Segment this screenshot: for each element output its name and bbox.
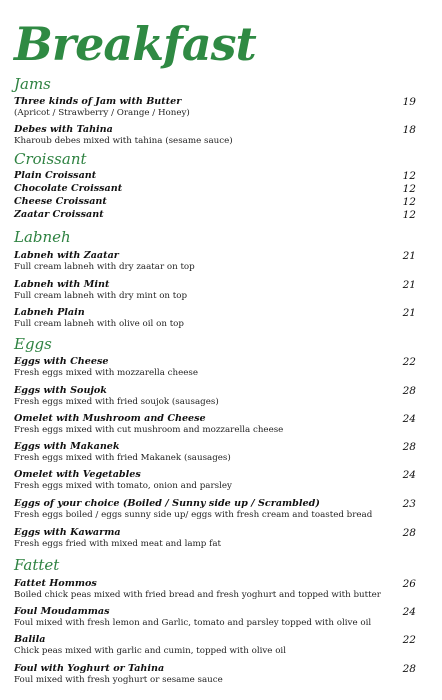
item-price: 22 [402,634,416,646]
menu-item [14,170,416,182]
section-heading-jams: Jams [14,75,51,93]
item-description: Full cream labneh with dry zaatar on top [14,262,195,272]
item-price: 24 [402,413,416,425]
item-name: Eggs with Soujok [14,385,107,396]
menu-item [14,96,416,119]
item-name: Plain Croissant [14,170,97,181]
item-description: Kharoub debes mixed with tahina (sesame sauce) [14,136,233,146]
item-description: Fresh eggs mixed with tomato, onion and parsley [14,481,232,491]
section-heading-labneh: Labneh [14,228,71,246]
menu-item [14,606,416,629]
item-price: 23 [402,498,416,510]
item-name: Eggs with Makanek [14,441,120,452]
item-description: Fresh eggs mixed with fried Makanek (sausages) [14,453,231,463]
item-description: Full cream labneh with dry mint on top [14,291,188,301]
item-name: Eggs with Cheese [14,356,109,367]
item-price: 26 [402,578,416,590]
page-title: Breakfast [14,17,256,71]
item-price: 21 [402,307,416,319]
item-name: Chocolate Croissant [14,183,123,194]
item-name: Eggs of your choice (Boiled / Sunny side up / Scrambled) [14,498,320,509]
item-name: Three kinds of Jam with Butter [14,96,182,107]
item-price: 28 [402,385,416,397]
item-name: Labneh with Zaatar [14,250,119,261]
menu-item [14,498,416,521]
menu-item [14,527,416,550]
item-description: Fresh eggs fried with mixed meat and lamp fat [14,539,221,549]
item-name: Zaatar Croissant [14,209,104,220]
menu-item [14,279,416,302]
item-description: Boiled chick peas mixed with fried bread and fresh yoghurt and topped with butter [14,590,381,600]
item-price: 24 [402,469,416,481]
item-description: Foul mixed with fresh lemon and Garlic, tomato and parsley topped with olive oil [14,618,372,628]
menu-item [14,356,416,379]
menu-item [14,196,416,208]
item-name: Omelet with Vegetables [14,469,141,480]
item-name: Eggs with Kawarma [14,527,121,538]
menu-item [14,250,416,273]
item-price: 28 [402,441,416,453]
menu-item [14,183,416,195]
item-name: Foul with Yoghurt or Tahina [14,663,165,674]
menu-item [14,209,416,221]
item-name: Omelet with Mushroom and Cheese [14,413,206,424]
item-description: Foul mixed with fresh yoghurt or sesame sauce [14,675,223,685]
item-name: Fattet Hommos [14,578,97,589]
item-name: Balila [14,634,46,645]
menu-item [14,124,416,147]
item-description: Fresh eggs mixed with fried soujok (sausages) [14,397,219,407]
menu-item [14,469,416,492]
menu-item [14,578,416,601]
item-price: 21 [402,279,416,291]
item-price: 24 [402,606,416,618]
item-price: 12 [402,209,416,221]
section-heading-fattet: Fattet [14,556,60,574]
menu-item [14,663,416,686]
item-name: Labneh with Mint [14,279,110,290]
item-price: 22 [402,356,416,368]
menu-item [14,307,416,330]
item-price: 21 [402,250,416,262]
menu-item [14,413,416,436]
item-description: Fresh eggs boiled / eggs sunny side up/ eggs with fresh cream and toasted bread [14,510,373,520]
menu-item [14,441,416,464]
item-description: Fresh eggs mixed with mozzarella cheese [14,368,198,378]
item-price: 12 [402,196,416,208]
menu-item [14,385,416,408]
item-price: 12 [402,170,416,182]
section-heading-eggs: Eggs [14,335,52,353]
item-name: Cheese Croissant [14,196,107,207]
item-price: 18 [402,124,416,136]
section-heading-croissant: Croissant [14,150,87,168]
menu-item [14,634,416,657]
item-price: 28 [402,663,416,675]
item-description: Fresh eggs mixed with cut mushroom and mozzarella cheese [14,425,284,435]
item-name: Debes with Tahina [14,124,113,135]
item-description: (Apricot / Strawberry / Orange / Honey) [14,108,190,118]
item-price: 28 [402,527,416,539]
item-price: 19 [402,96,416,108]
item-description: Full cream labneh with olive oil on top [14,319,184,329]
item-description: Chick peas mixed with garlic and cumin, topped with olive oil [14,646,286,656]
item-name: Labneh Plain [14,307,85,318]
item-price: 12 [402,183,416,195]
item-name: Foul Moudammas [14,606,110,617]
